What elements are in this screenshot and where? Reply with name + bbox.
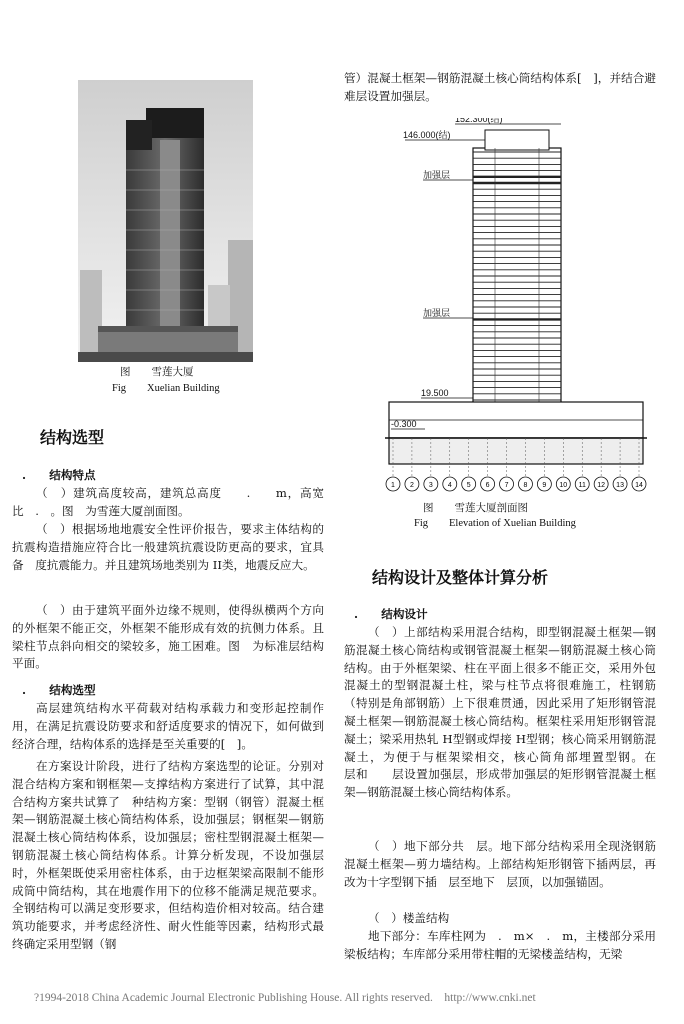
axis-number: 9: [542, 482, 547, 489]
axis-number: 11: [578, 482, 586, 489]
paragraph-structure-choice: 高层建筑结构水平荷载对结构承载力和变形起控制作用，在满足抗震设防要求和舒适度要求的情况下，如何做到经济合理，结构体系的选择是至关重要的[ ]。: [12, 701, 324, 751]
paragraph-seismic: （ ）根据场地地震安全性评价报告，要求主体结构的抗震构造措施应符合比一般建筑抗震设防更高的要求，宜具备 度抗震能力。并且建筑场地类别为 II类，地震反应大。: [12, 522, 324, 572]
reinforced-floor-label-1: 加强层: [423, 170, 451, 180]
elevation-top-roof: 152.300(结): [455, 118, 503, 124]
axis-number: 10: [559, 482, 568, 489]
paragraph-irregular-plan: （ ）由于建筑平面外边缘不规则，使得纵横两个方向的外框架不能正交，外框架不能形成有效的抗侧力体系。且梁柱节点斜向相交的梁较多，施工困难。图 为标准层结构平面。: [12, 603, 324, 671]
figure1-caption-cn: 图 雪莲大厦: [120, 366, 194, 378]
axis-number: 14: [635, 482, 643, 489]
building-photo-illustration: [78, 80, 253, 362]
axis-number: 5: [466, 482, 471, 489]
axis-number: 7: [504, 482, 509, 489]
axis-number: 8: [523, 482, 528, 489]
reinforced-floor-label-2: 加强层: [423, 308, 451, 318]
building-photo: [78, 80, 253, 362]
left-subsection-2-title: . 结构选型: [22, 683, 96, 697]
elevation-drawing-svg: [385, 118, 647, 498]
axis-number: 6: [485, 482, 490, 489]
page-footer: ?1994-2018 China Academic Journal Electronic Publishing House. All rights reserved. http://www.cnki.net: [34, 992, 536, 1004]
left-subsection-1-title: . 结构特点: [22, 468, 96, 482]
paragraph-floor-system-title: （ ）楼盖结构: [368, 911, 450, 925]
paragraph-structure-system-cont: 管）混凝土框架—钢筋混凝土核心筒结构体系[ ]，并结合避难层设置加强层。: [344, 71, 656, 103]
elevation-19-500: 19.500: [421, 388, 449, 398]
figure1-caption-en: Fig Xuelian Building: [112, 383, 220, 394]
right-subsection-1-title: . 结构设计: [354, 607, 428, 621]
paragraph-building-height: （ ）建筑高度较高，建筑总高度 . m，高宽比 . 。图 为雪莲大厦剖面图。: [12, 486, 324, 518]
axis-number: 3: [428, 482, 433, 489]
figure2-caption-en: Fig Elevation of Xuelian Building: [414, 518, 576, 529]
paragraph-basement: （ ）地下部分共 层。地下部分结构采用全现浇钢筋混凝土框架—剪力墙结构。上部结构矩形钢管下插两层，再改为十字型钢下插 层至地下 层顶，以加强锚固。: [344, 839, 656, 889]
paragraph-scheme-design: 在方案设计阶段，进行了结构方案选型的论证。分别对混合结构方案和钢框架—支撑结构方案进行了试算，其中混合结构方案共试算了 种结构方案：型钢（钢管）混凝土框架—钢筋混凝土核心筒结构体系，设加强层；钢框架—钢筋混凝土核心筒结构体系，设加强层；密柱型钢混凝土框架—钢筋混凝土核心筒结构体系。计算分析发现，不设加强层时，外框架既使采用密柱体系，由于边框架梁高限制不能形成筒中筒结构，其在地震作用下的位移不能满足规范要求。全钢结构可以满足变形要求，但结构造价相对较高。结合建筑功能要求，并考虑经济性、耐火性能等因素，结构形式最终确定采用型钢（钢: [12, 759, 324, 951]
paragraph-upper-structure: （ ）上部结构采用混合结构，即型钢混凝土框架—钢筋混凝土核心筒结构或钢管混凝土框架—钢筋混凝土核心筒结构。由于外框架梁、柱在平面上很多不能正交，采用外包混凝土的型钢混凝土柱，梁与柱节点将很难施工，柱钢筋（特别是角部钢筋）上下很难贯通，因此采用了矩形钢管混凝土框架—钢筋混凝土核心筒结构。框架柱采用矩形钢管混凝土；梁采用热轧 H型钢或焊接 H型钢；核心筒采用钢筋混凝土，为便于与框架梁相交，核心筒角部埋置型钢。在 层和 层设置加强层，形成带加强层的矩形钢管混凝土框架—钢筋混凝土核心筒结构体系。: [344, 625, 680, 800]
axis-number: 13: [616, 482, 624, 489]
figure2-caption-cn: 图 雪莲大厦剖面图: [423, 502, 528, 514]
left-section-title: 结构选型: [40, 428, 105, 447]
axis-number: 4: [447, 482, 452, 489]
axis-number: 12: [597, 482, 606, 489]
axis-number: 1: [391, 482, 395, 489]
axis-number: 2: [409, 482, 414, 489]
elevation-minus-0-300: -0.300: [391, 419, 417, 429]
right-section-title: 结构设计及整体计算分析: [372, 568, 549, 587]
elevation-top-structure: 146.000(结): [403, 130, 451, 140]
paragraph-floor-system: 地下部分：车库柱网为 . m× . m，主楼部分采用梁板结构；车库部分采用带柱帽的无梁楼盖结构，无梁: [344, 929, 656, 961]
elevation-drawing: [385, 118, 647, 498]
